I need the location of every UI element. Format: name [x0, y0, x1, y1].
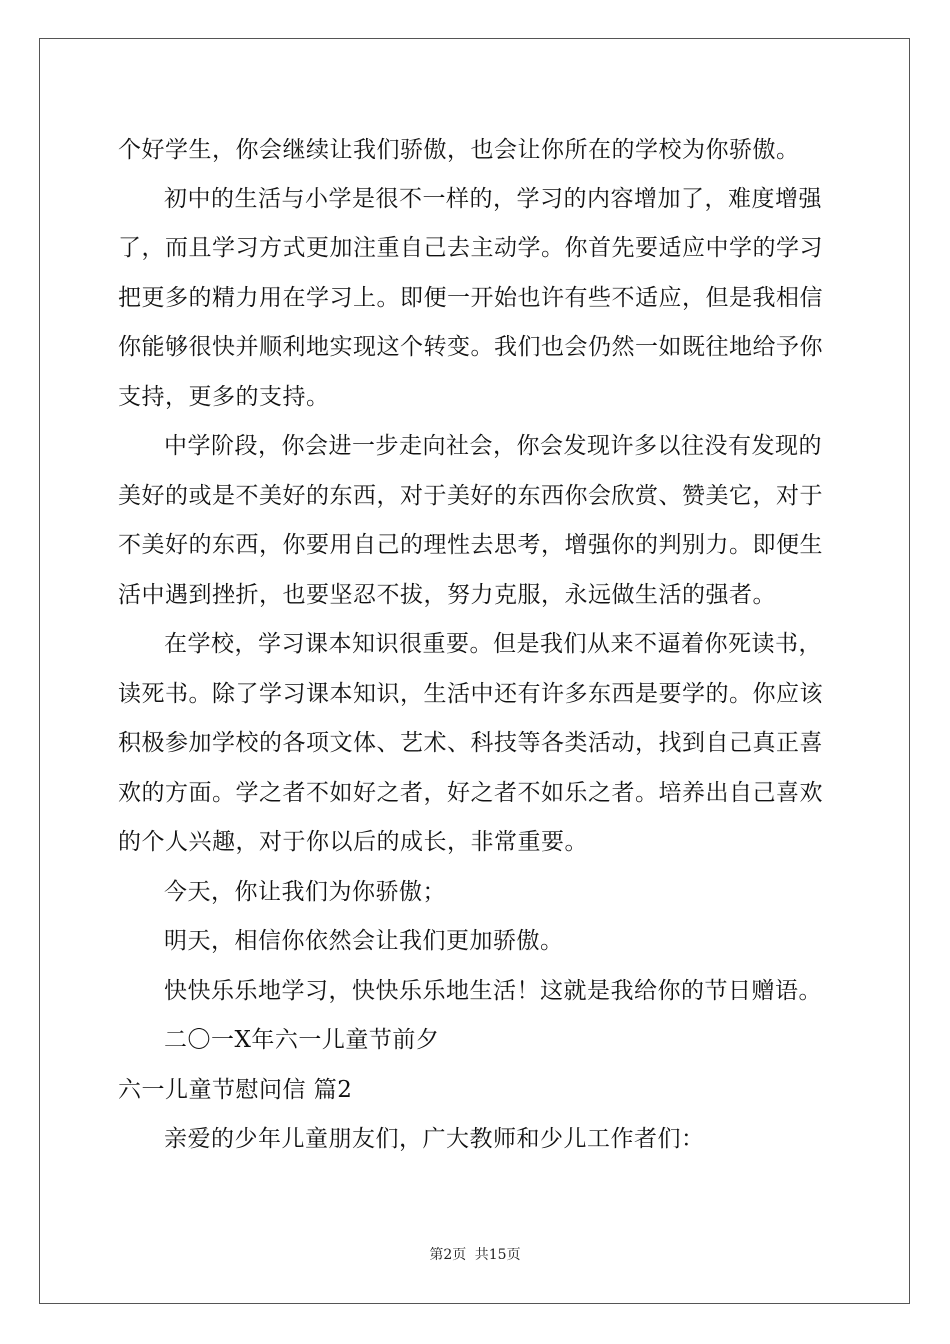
- page-border: [39, 38, 910, 1304]
- text-line: 积极参加学校的各项文体、艺术、科技等各类活动，找到自己真正喜: [118, 730, 823, 756]
- page-total: 共15页: [474, 1247, 521, 1263]
- text-line: 初中的生活与小学是很不一样的，学习的内容增加了，难度增强: [164, 186, 822, 212]
- text-line: 明天，相信你依然会让我们更加骄傲。: [164, 928, 564, 954]
- page-number: 第2页: [429, 1247, 467, 1263]
- text-line: 欢的方面。学之者不如好之者，好之者不如乐之者。培养出自己喜欢: [118, 780, 823, 806]
- text-line: 把更多的精力用在学习上。即便一开始也许有些不适应，但是我相信: [118, 285, 823, 311]
- text-line: 中学阶段，你会进一步走向社会，你会发现许多以往没有发现的: [164, 433, 822, 459]
- text-line: 支持，更多的支持。: [118, 384, 330, 410]
- text-line: 快快乐乐地学习，快快乐乐地生活！这就是我给你的节日赠语。: [164, 978, 822, 1004]
- page-footer: [0, 1246, 950, 1264]
- text-line: 今天，你让我们为你骄傲；: [164, 879, 446, 905]
- text-line: 不美好的东西，你要用自己的理性去思考，增强你的判别力。即便生: [118, 532, 823, 558]
- text-line: 你能够很快并顺利地实现这个转变。我们也会仍然一如既往地给予你: [118, 334, 823, 360]
- text-line: 了，而且学习方式更加注重自己去主动学。你首先要适应中学的学习: [118, 235, 823, 261]
- text-line: 亲爱的少年儿童朋友们，广大教师和少儿工作者们：: [164, 1126, 705, 1152]
- text-line: 活中遇到挫折，也要坚忍不拔，努力克服，永远做生活的强者。: [118, 582, 776, 608]
- text-line: 个好学生，你会继续让我们骄傲，也会让你所在的学校为你骄傲。: [118, 137, 800, 163]
- text-line: 二〇一X年六一儿童节前夕: [164, 1027, 440, 1053]
- text-line: 美好的或是不美好的东西，对于美好的东西你会欣赏、赞美它，对于: [118, 483, 823, 509]
- text-line: 读死书。除了学习课本知识，生活中还有许多东西是要学的。你应该: [118, 681, 823, 707]
- text-line: 在学校，学习课本知识很重要。但是我们从来不逼着你死读书，: [164, 631, 822, 657]
- text-line: 的个人兴趣，对于你以后的成长，非常重要。: [118, 829, 588, 855]
- section-heading: 六一儿童节慰问信 篇2: [118, 1077, 353, 1103]
